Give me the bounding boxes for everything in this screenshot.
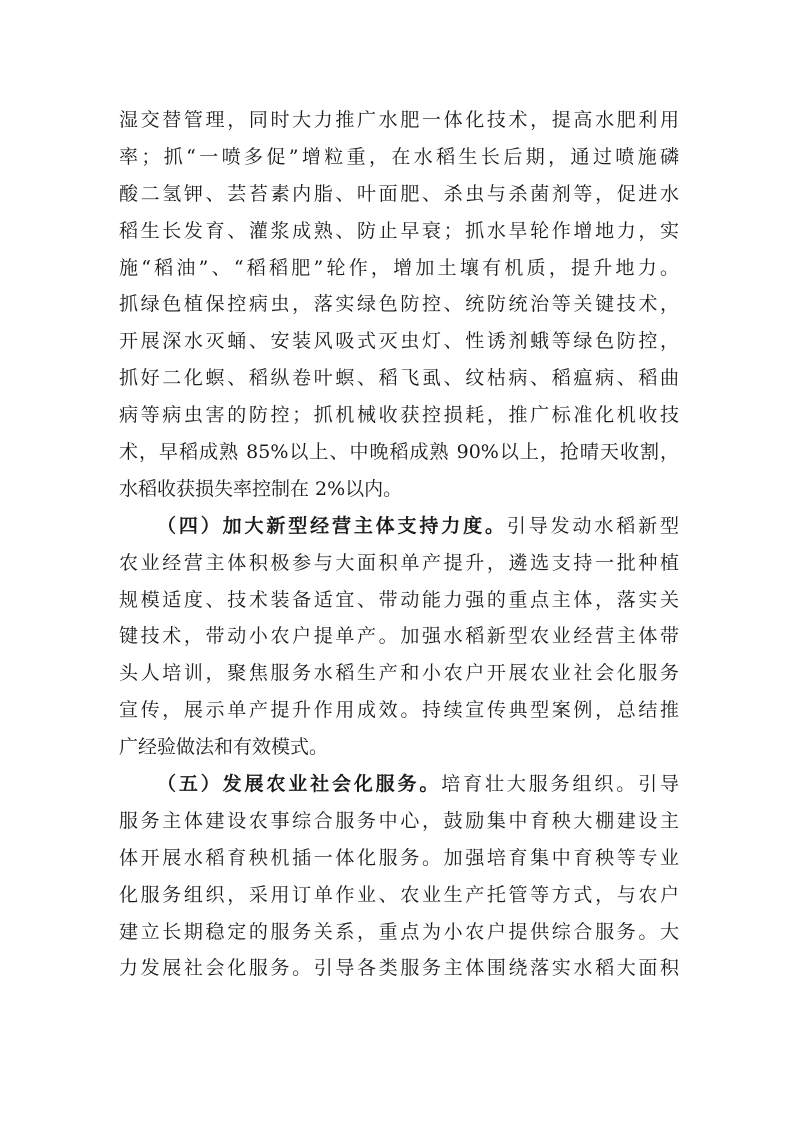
text-line: 稻生长发育、灌浆成熟、防止早衰；抓水旱轮作增地力，实 (119, 219, 679, 242)
text-line: 施“稻油”、“稻稻肥”轮作，增加土壤有机质，提升地力。 (119, 256, 679, 279)
text-line: 建立长期稳定的服务关系，重点为小农户提供综合服务。大 (119, 920, 679, 943)
text-line: 农业经营主体积极参与大面积单产提升，遴选支持一批种植 (119, 551, 679, 574)
text-line: 体开展水稻育秧机插一体化服务。加强培育集中育秧等专业 (119, 846, 679, 869)
text-span: 引导发动水稻新型 (506, 514, 679, 537)
text-line: 服务主体建设农事综合服务中心，鼓励集中育秧大棚建设主 (119, 809, 679, 832)
text-line: 酸二氢钾、芸苔素内脂、叶面肥、杀虫与杀菌剂等，促进水 (119, 182, 679, 205)
text-line: 化服务组织，采用订单作业、农业生产托管等方式，与农户 (119, 883, 679, 906)
text-line: 病等病虫害的防控；抓机械收获控损耗，推广标准化机收技 (119, 404, 679, 427)
section-heading-4: （四）加大新型经营主体支持力度。 (157, 514, 507, 537)
text-span: 培育壮大服务组织。引导 (441, 773, 679, 796)
text-line: 规模适度、技术装备适宜、带动能力强的重点主体，落实关 (119, 588, 679, 611)
body-text (119, 102, 679, 987)
text-line: 术，早稻成熟 85%以上、中晚稻成熟 90%以上，抢晴天收割， (119, 441, 679, 464)
text-line: 键技术，带动小农户提单产。加强水稻新型农业经营主体带 (119, 625, 679, 648)
text-line: 湿交替管理，同时大力推广水肥一体化技术，提高水肥利用 (119, 109, 679, 131)
paragraph-first-line (119, 508, 679, 545)
text-line: 力发展社会化服务。引导各类服务主体围绕落实水稻大面积 (119, 957, 679, 980)
text-line: 水稻收获损失率控制在 2%以内。 (119, 477, 403, 500)
text-line: 率；抓“一喷多促”增粒重，在水稻生长后期，通过喷施磷 (119, 145, 679, 168)
text-line: 开展深水灭蛹、安装风吸式灭虫灯、性诱剂蛾等绿色防控， (119, 330, 679, 353)
text-line: 广经验做法和有效模式。 (119, 736, 329, 759)
text-line: 抓绿色植保控病虫，落实绿色防控、统防统治等关键技术， (119, 293, 679, 316)
paragraph-first-line (119, 766, 679, 803)
text-line: 抓好二化螟、稻纵卷叶螟、稻飞虱、纹枯病、稻瘟病、稻曲 (119, 367, 679, 390)
section-heading-5: （五）发展农业社会化服务。 (157, 773, 442, 796)
text-line: 宣传，展示单产提升作用成效。持续宣传典型案例，总结推 (119, 699, 679, 722)
text-line: 头人培训，聚焦服务水稻生产和小农户开展农业社会化服务 (119, 662, 679, 685)
